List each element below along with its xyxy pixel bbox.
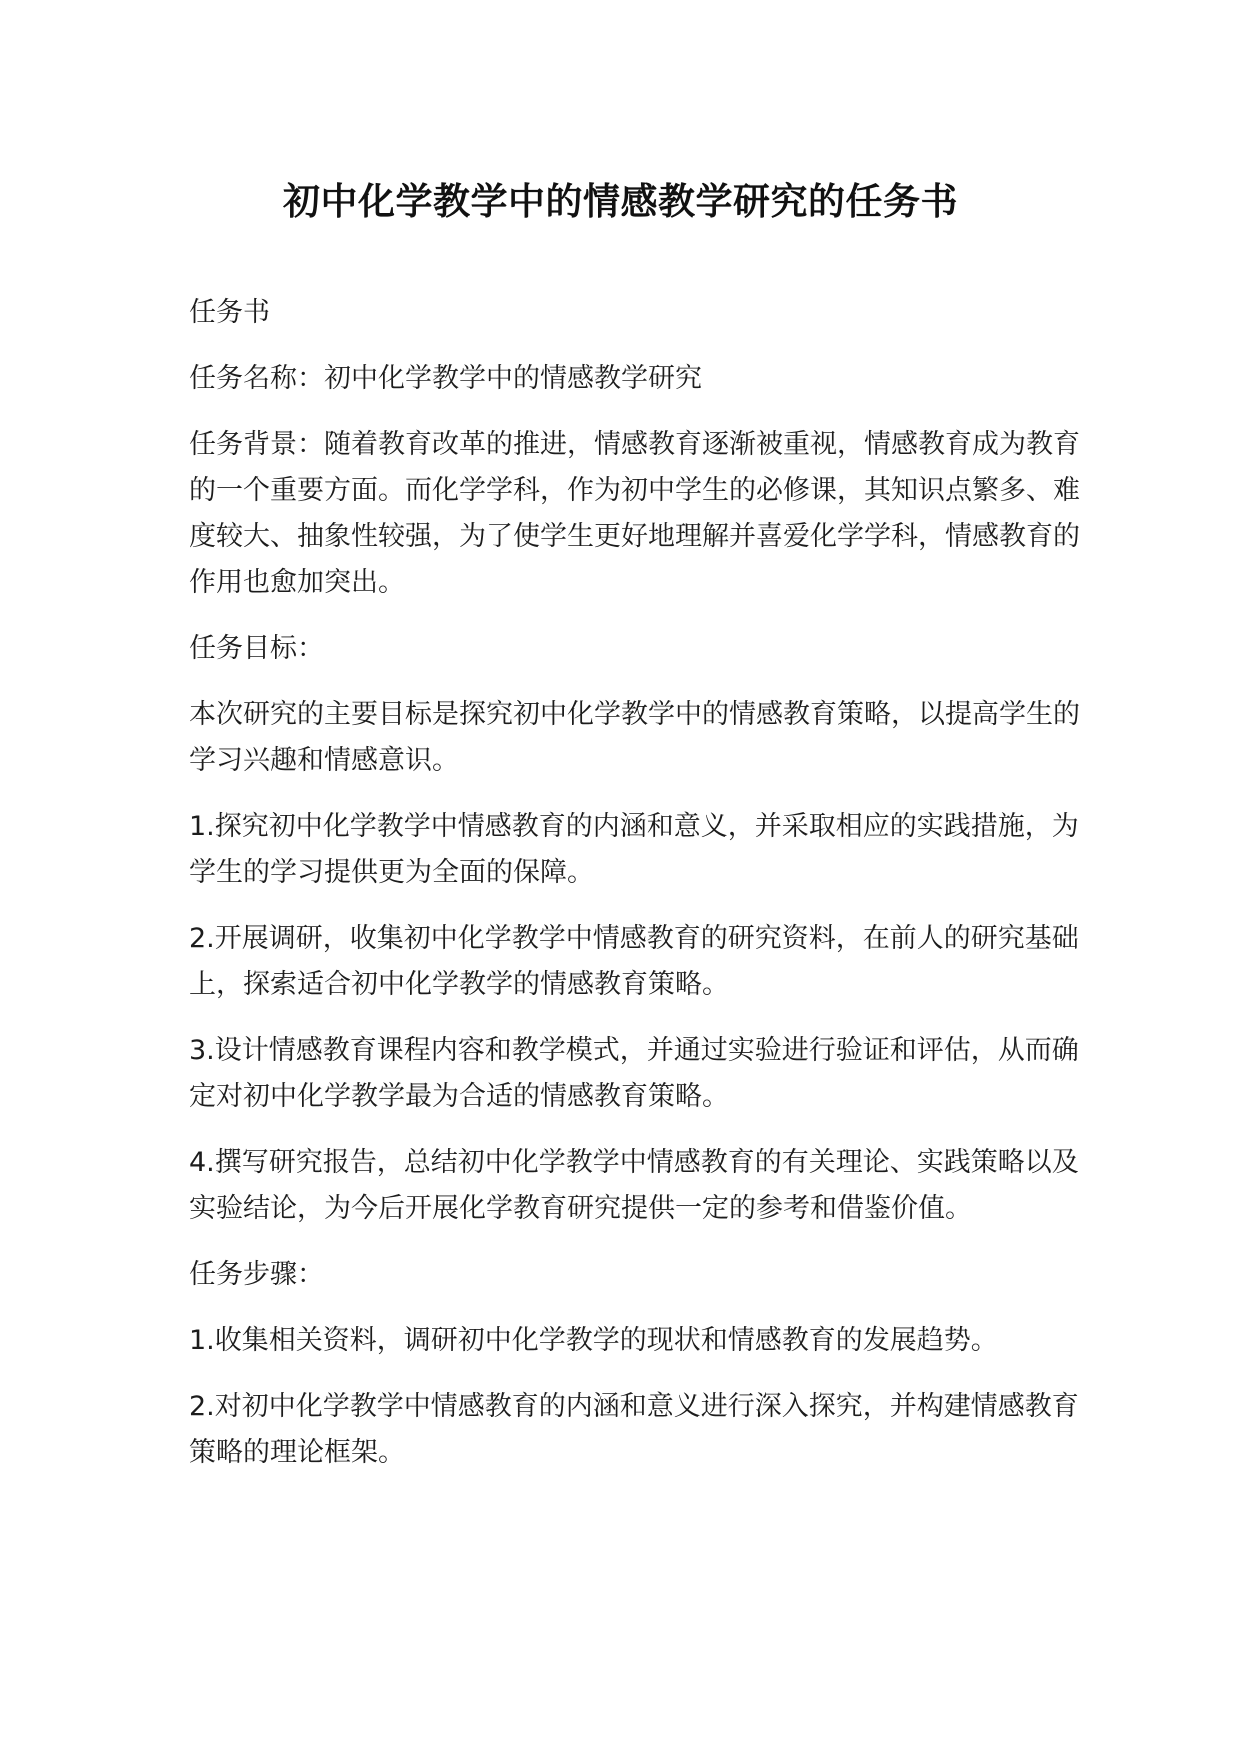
goal-item-2: 2.开展调研，收集初中化学教学中情感教育的研究资料，在前人的研究基础上，探索适合初中化学教学的情感教育策略。 bbox=[189, 923, 1079, 1000]
document-title: 初中化学教学中的情感教学研究的任务书 bbox=[283, 180, 958, 223]
section-heading-task-goals: 任务目标： bbox=[189, 633, 324, 664]
section-heading-task-steps: 任务步骤： bbox=[189, 1259, 324, 1290]
task-name: 任务名称：初中化学教学中的情感教学研究 bbox=[189, 363, 702, 394]
task-background: 任务背景：随着教育改革的推进，情感教育逐渐被重视，情感教育成为教育的一个重要方面。而化学学科，作为初中学生的必修课，其知识点繁多、难度较大、抽象性较强，为了使学生更好地理解并喜爱化学学科，情感教育的作用也愈加突出。 bbox=[189, 429, 1080, 598]
document-body bbox=[189, 290, 1084, 1496]
goal-item-1: 1.探究初中化学教学中情感教育的内涵和意义，并采取相应的实践措施，为学生的学习提供更为全面的保障。 bbox=[189, 811, 1079, 888]
step-item-1: 1.收集相关资料，调研初中化学教学的现状和情感教育的发展趋势。 bbox=[189, 1325, 998, 1356]
goal-item-4: 4.撰写研究报告，总结初中化学教学中情感教育的有关理论、实践策略以及实验结论，为今后开展化学教育研究提供一定的参考和借鉴价值。 bbox=[189, 1147, 1079, 1224]
section-heading-task-book: 任务书 bbox=[189, 297, 270, 328]
goal-item-3: 3.设计情感教育课程内容和教学模式，并通过实验进行验证和评估，从而确定对初中化学教学最为合适的情感教育策略。 bbox=[189, 1035, 1079, 1112]
step-item-2: 2.对初中化学教学中情感教育的内涵和意义进行深入探究，并构建情感教育策略的理论框架。 bbox=[189, 1391, 1079, 1468]
goals-intro: 本次研究的主要目标是探究初中化学教学中的情感教育策略，以提高学生的学习兴趣和情感意识。 bbox=[189, 699, 1080, 776]
